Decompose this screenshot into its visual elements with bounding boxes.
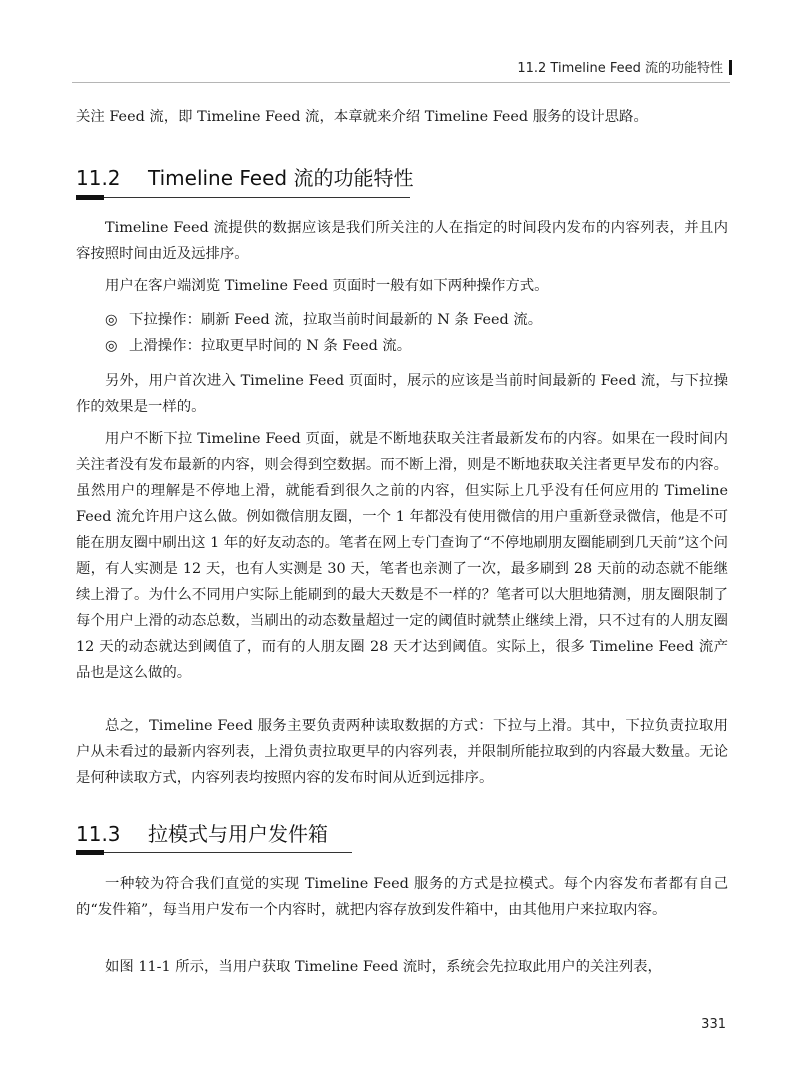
section-rule-11-2 bbox=[76, 197, 410, 198]
list-item bbox=[105, 307, 542, 333]
running-header-text: 11.2 Timeline Feed 流的功能特性 bbox=[517, 61, 723, 76]
header-rule bbox=[72, 82, 730, 83]
paragraph-11-2-3: 另外，用户首次进入 Timeline Feed 页面时，展示的应该是当前时间最新的 Feed 流，与下拉操作的效果是一样的。 bbox=[76, 373, 728, 415]
section-title: Timeline Feed 流的功能特性 bbox=[148, 166, 414, 190]
header-bar-mark bbox=[729, 60, 732, 75]
running-header bbox=[517, 57, 732, 76]
section-rule-11-3 bbox=[76, 852, 352, 853]
list-item-text: 上滑操作：拉取更早时间的 N 条 Feed 流。 bbox=[129, 338, 412, 354]
list-item bbox=[105, 333, 411, 359]
list-item-text: 下拉操作：刷新 Feed 流，拉取当前时间最新的 N 条 Feed 流。 bbox=[129, 312, 543, 328]
bullet-marker-icon: ◎ bbox=[105, 338, 118, 354]
paragraph-11-2-1: Timeline Feed 流提供的数据应该是我们所关注的人在指定的时间段内发布的内容列表，并且内容按照时间由近及远排序。 bbox=[76, 220, 728, 262]
section-heading-11-3 bbox=[76, 818, 328, 847]
paragraph-11-2-5: 总之，Timeline Feed 服务主要负责两种读取数据的方式：下拉与上滑。其中，下拉负责拉取用户从未看过的最新内容列表，上滑负责拉取更早的内容列表，并限制所能拉取到的内容最大数量。无论是何种读取方式，内容列表均按照内容的发布时间从近到远排序。 bbox=[76, 718, 728, 786]
section-number: 11.3 bbox=[76, 822, 121, 846]
paragraph-11-2-2: 用户在客户端浏览 Timeline Feed 页面时一般有如下两种操作方式。 bbox=[105, 278, 549, 294]
paragraph-11-2-4: 用户不断下拉 Timeline Feed 页面，就是不断地获取关注者最新发布的内容。如果在一段时间内关注者没有发布最新的内容，则会得到空数据。而不断上滑，则是不断地获取关注者更早发布的内容。虽然用户的理解是不停地上滑，就能看到很久之前的内容，但实际上几乎没有任何应用的 Timeline Feed 流允许用户这么做。例如微信朋友圈，一个 1 年都没有使用微信的用户重新登录微信，他是不可能在朋友圈中刷出这 1 年的好友动态的。笔者在网上专门查询了“不停地刷朋友圈能刷到几天前”这个问题，有人实测是 12 天，也有人实测是 30 天，笔者也亲测了一次，最多刷到 28 天前的动态就不能继续上滑了。为什么不同用户实际上能刷到的最大天数是不一样的？笔者可以大胆地猜测，朋友圈限制了每个用户上滑的动态总数，当刷出的动态数量超过一定的阈值时就禁止继续上滑，只不过有的人朋友圈 12 天的动态就达到阈值了，而有的人朋友圈 28 天才达到阈值。实际上，很多 Timeline Feed 流产品也是这么做的。 bbox=[76, 431, 728, 681]
section-rule-accent bbox=[76, 850, 104, 855]
paragraph-11-3-2: 如图 11-1 所示，当用户获取 Timeline Feed 流时，系统会先拉取此用户的关注列表， bbox=[105, 959, 662, 975]
paragraph-11-3-1: 一种较为符合我们直觉的实现 Timeline Feed 服务的方式是拉模式。每个内容发布者都有自己的“发件箱”，每当用户发布一个内容时，就把内容存放到发件箱中，由其他用户来拉取内容。 bbox=[76, 876, 728, 918]
bullet-marker-icon: ◎ bbox=[105, 312, 118, 328]
section-rule-accent bbox=[76, 195, 104, 200]
section-heading-11-2 bbox=[76, 162, 413, 191]
section-title: 拉模式与用户发件箱 bbox=[148, 822, 328, 846]
page-number: 331 bbox=[701, 1017, 726, 1032]
section-number: 11.2 bbox=[76, 166, 121, 190]
intro-paragraph: 关注 Feed 流，即 Timeline Feed 流，本章就来介绍 Timeline Feed 服务的设计思路。 bbox=[76, 109, 648, 125]
